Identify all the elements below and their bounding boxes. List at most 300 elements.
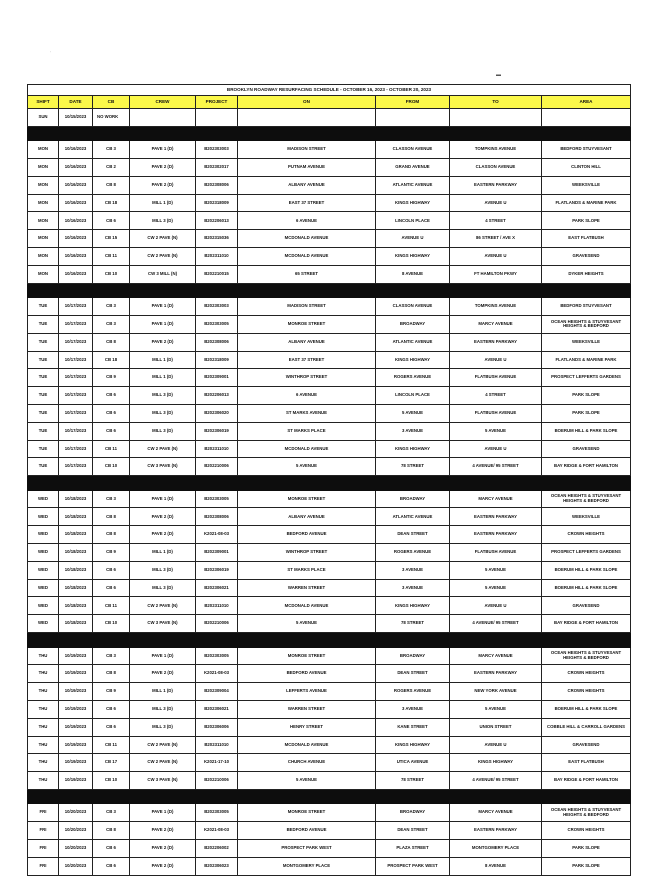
day-separator: [28, 476, 631, 491]
cell-from: KINGS HIGHWAY: [376, 248, 450, 266]
cell-on: MONTGOMERY PLACE: [238, 857, 376, 875]
cell-date: 10/19/2023: [59, 700, 93, 718]
cell-project: B202309001: [196, 369, 238, 387]
cell-area: BAY RIDGE & FORT HAMILTON: [542, 772, 631, 790]
cell-shift: MON: [28, 194, 59, 212]
cell-date: 10/19/2023: [59, 718, 93, 736]
cell-cb: CB 8: [93, 665, 130, 683]
col-header-date: DATE: [59, 96, 93, 109]
cell-project: B202306020: [196, 404, 238, 422]
cell-area: OCEAN HEIGHTS & STUYVESANT HEIGHTS & BEDFORD: [542, 647, 631, 665]
cell-from: PROSPECT PARK WEST: [376, 857, 450, 875]
cell-cb: CB 3: [93, 298, 130, 316]
cell-area: CROWN HEIGHTS: [542, 683, 631, 701]
cell-date: 10/16/2023: [59, 230, 93, 248]
cell-from: ATLANTIC AVENUE: [376, 333, 450, 351]
cell-to: 5 AVENUE: [450, 700, 542, 718]
cell-area: PROSPECT LEFFERTS GARDENS: [542, 369, 631, 387]
cell-on: ALBANY AVENUE: [238, 333, 376, 351]
cell-project: B202206013: [196, 212, 238, 230]
cell-project: B202318009: [196, 194, 238, 212]
cell-crew: CW 2 PAVE (N): [130, 597, 196, 615]
cell-shift: TUE: [28, 458, 59, 476]
cell-from: DEAN STREET: [376, 526, 450, 544]
cell-to: FLATBUSH AVENUE: [450, 404, 542, 422]
cell-to: EASTERN PARKWAY: [450, 508, 542, 526]
cell-crew: CW 2 PAVE (N): [130, 248, 196, 266]
cell-from: KINGS HIGHWAY: [376, 351, 450, 369]
cell-on: CHURCH AVENUE: [238, 754, 376, 772]
cell-cb: CB 3: [93, 141, 130, 159]
table-row: [28, 212, 631, 230]
cell-date: 10/16/2023: [59, 212, 93, 230]
cell-project: B202303005: [196, 647, 238, 665]
cell-cb: CB 8: [93, 508, 130, 526]
cell-on: 5 AVENUE: [238, 615, 376, 633]
cell-date: 10/19/2023: [59, 736, 93, 754]
cell-from: BROADWAY: [376, 647, 450, 665]
cell-to: 4 AVENUE/ 95 STREET: [450, 458, 542, 476]
cell-shift: MON: [28, 212, 59, 230]
cell-to: 4 AVENUE/ 95 STREET: [450, 772, 542, 790]
cell-shift: THU: [28, 754, 59, 772]
cell-date: 10/19/2023: [59, 772, 93, 790]
table-row-sunday: [28, 109, 631, 127]
cell-cb: CB 18: [93, 194, 130, 212]
cell-date: 10/19/2023: [59, 683, 93, 701]
cell-on: WINTHROP STREET: [238, 369, 376, 387]
cell-from: 3 AVENUE: [376, 579, 450, 597]
cell-area: BOERUM HILL & PARK SLOPE: [542, 561, 631, 579]
cell-area: CROWN HEIGHTS: [542, 526, 631, 544]
cell-to: AVENUE U: [450, 736, 542, 754]
cell-date: 10/18/2023: [59, 508, 93, 526]
cell-project: B202306021: [196, 579, 238, 597]
cell-area: PARK SLOPE: [542, 212, 631, 230]
cell-area: OCEAN HEIGHTS & STUYVESANT HEIGHTS & BEDFORD: [542, 490, 631, 508]
cell-project: K2021-08-03: [196, 665, 238, 683]
cell-project: B202309004: [196, 683, 238, 701]
cell-on: EAST 37 STREET: [238, 194, 376, 212]
cell-date: 10/17/2023: [59, 351, 93, 369]
table-row: [28, 265, 631, 283]
cell-from: CLASSON AVENUE: [376, 298, 450, 316]
table-row: [28, 351, 631, 369]
table-row: [28, 369, 631, 387]
cell-on: BEDFORD AVENUE: [238, 526, 376, 544]
cell-shift: WED: [28, 597, 59, 615]
cell-crew: PAVE 1 (D): [130, 647, 196, 665]
cell-date: 10/19/2023: [59, 754, 93, 772]
cell-on: 6 AVENUE: [238, 387, 376, 405]
cell-to: TOMPKINS AVENUE: [450, 141, 542, 159]
cell-project: B202306021: [196, 700, 238, 718]
cell-to: NEW YORK AVENUE: [450, 683, 542, 701]
cell-date: 10/17/2023: [59, 422, 93, 440]
cell-to: MONTGOMERY PLACE: [450, 839, 542, 857]
cell-from: 3 AVENUE: [376, 561, 450, 579]
cell-area: PARK SLOPE: [542, 387, 631, 405]
cell-cb: CB 8: [93, 822, 130, 840]
cell-cb: CB 6: [93, 212, 130, 230]
table-row: [28, 440, 631, 458]
cell-project: B202303003: [196, 298, 238, 316]
table-row: [28, 544, 631, 562]
cell-shift: TUE: [28, 387, 59, 405]
cell-shift: WED: [28, 561, 59, 579]
cell-on: WARREN STREET: [238, 579, 376, 597]
cell-to: 4 STREET: [450, 387, 542, 405]
cell-to: EASTERN PARKWAY: [450, 665, 542, 683]
cell-area: PARK SLOPE: [542, 404, 631, 422]
cell-date: 10/20/2023: [59, 804, 93, 822]
cell-to: CLASSON AVENUE: [450, 159, 542, 177]
cell-from: DEAN STREET: [376, 822, 450, 840]
cell-area: DYKER HEIGHTS: [542, 265, 631, 283]
cell-from: BROADWAY: [376, 490, 450, 508]
cell-to: 4 AVENUE/ 95 STREET: [450, 615, 542, 633]
cell-to: MARCY AVENUE: [450, 315, 542, 333]
schedule-table: [27, 84, 631, 876]
cell-on: MONROE STREET: [238, 490, 376, 508]
cell-cb: CB 15: [93, 230, 130, 248]
cell-cb: CB 9: [93, 369, 130, 387]
cell-to: 4 STREET: [450, 212, 542, 230]
separator-bar: [28, 476, 631, 491]
cell-shift: THU: [28, 718, 59, 736]
table-row: [28, 141, 631, 159]
cell-from: ROGERS AVENUE: [376, 369, 450, 387]
cell-shift: FRI: [28, 839, 59, 857]
cell-crew: PAVE 2 (D): [130, 508, 196, 526]
cell-from: KINGS HIGHWAY: [376, 736, 450, 754]
cell-shift: FRI: [28, 822, 59, 840]
table-row: [28, 248, 631, 266]
cell-from: CLASSON AVENUE: [376, 141, 450, 159]
cell-crew: MILL 3 (D): [130, 579, 196, 597]
cell-shift: THU: [28, 736, 59, 754]
cell-to: AVENUE U: [450, 248, 542, 266]
table-row: [28, 194, 631, 212]
table-row: [28, 422, 631, 440]
cell-cb: CB 3: [93, 490, 130, 508]
table-row: [28, 822, 631, 840]
cell-on: 6 AVENUE: [238, 212, 376, 230]
day-separator: [28, 633, 631, 648]
cell-from: LINCOLN PLACE: [376, 387, 450, 405]
cell-shift: SUN: [28, 109, 59, 127]
cell-project: B202306006: [196, 718, 238, 736]
cell-date: 10/17/2023: [59, 440, 93, 458]
cell-to: MARCY AVENUE: [450, 490, 542, 508]
cell-date: 10/17/2023: [59, 333, 93, 351]
cell-shift: WED: [28, 526, 59, 544]
cell-crew: MILL 3 (D): [130, 561, 196, 579]
cell-cb: CB 6: [93, 404, 130, 422]
cell-area: GRAVESEND: [542, 248, 631, 266]
cell-project: B202311010: [196, 597, 238, 615]
cell-cb: CB 11: [93, 597, 130, 615]
col-header-to: TO: [450, 96, 542, 109]
cell-cb: CB 10: [93, 265, 130, 283]
cell-from: KANE STREET: [376, 718, 450, 736]
cell-area: GRAVESEND: [542, 440, 631, 458]
cell-to: MARCY AVENUE: [450, 647, 542, 665]
cell-to: FLATBUSH AVENUE: [450, 544, 542, 562]
day-separator: [28, 789, 631, 804]
cell-shift: THU: [28, 665, 59, 683]
cell-crew: MILL 3 (D): [130, 700, 196, 718]
cell-from: 3 AVENUE: [376, 700, 450, 718]
cell-from: 78 STREET: [376, 615, 450, 633]
cell-on: HENRY STREET: [238, 718, 376, 736]
cell-on: MONROE STREET: [238, 315, 376, 333]
cell-shift: MON: [28, 248, 59, 266]
cell-area: CROWN HEIGHTS: [542, 822, 631, 840]
cell-date: 10/18/2023: [59, 579, 93, 597]
cell-date: 10/20/2023: [59, 822, 93, 840]
table-row: [28, 597, 631, 615]
cell-project: B202311010: [196, 440, 238, 458]
cell-on: ST MARKS PLACE: [238, 561, 376, 579]
cell-project: K2021-08-03: [196, 822, 238, 840]
cell-crew: MILL 1 (D): [130, 544, 196, 562]
cell-date: 10/15/2023: [59, 109, 93, 127]
table-row: [28, 315, 631, 333]
table-row: [28, 718, 631, 736]
cell-crew: MILL 3 (D): [130, 212, 196, 230]
cell-area: PARK SLOPE: [542, 857, 631, 875]
table-row: [28, 647, 631, 665]
table-row: [28, 772, 631, 790]
cell-on: ST MARKS AVENUE: [238, 404, 376, 422]
cell-crew: PAVE 1 (D): [130, 490, 196, 508]
separator-bar: [28, 633, 631, 648]
cell-date: 10/20/2023: [59, 857, 93, 875]
table-row: [28, 754, 631, 772]
cell-cb: CB 11: [93, 736, 130, 754]
cell-project: B202210015: [196, 265, 238, 283]
cell-project: B202302017: [196, 159, 238, 177]
cell-crew: CW 2 PAVE (N): [130, 736, 196, 754]
cell-cb: CB 8: [93, 176, 130, 194]
cell-cb: CB 2: [93, 159, 130, 177]
cell-on: EAST 37 STREET: [238, 351, 376, 369]
cell-to: 5 AVENUE: [450, 561, 542, 579]
cell-project: B202309001: [196, 544, 238, 562]
cell-from: BROADWAY: [376, 804, 450, 822]
cell-shift: THU: [28, 683, 59, 701]
table-row: [28, 839, 631, 857]
cell-from: 5 AVENUE: [376, 404, 450, 422]
cell-shift: FRI: [28, 857, 59, 875]
cell-from: ATLANTIC AVENUE: [376, 508, 450, 526]
cell-to: EASTERN PARKWAY: [450, 526, 542, 544]
cell-on: MCDONALD AVENUE: [238, 248, 376, 266]
scan-speck: ˙: [50, 52, 52, 58]
cell-crew: CW 2 PAVE (N): [130, 230, 196, 248]
cell-crew: MILL 1 (D): [130, 369, 196, 387]
cell-shift: THU: [28, 647, 59, 665]
cell-project: B202311010: [196, 736, 238, 754]
cell-project: B202306019: [196, 561, 238, 579]
table-row: [28, 159, 631, 177]
cell-area: BOERUM HILL & PARK SLOPE: [542, 579, 631, 597]
cell-crew: MILL 3 (D): [130, 422, 196, 440]
cell-shift: TUE: [28, 369, 59, 387]
cell-project: B202306023: [196, 857, 238, 875]
cell-project: B202311010: [196, 248, 238, 266]
cell-date: 10/20/2023: [59, 839, 93, 857]
cell-shift: MON: [28, 141, 59, 159]
cell-area: WEEKSVILLE: [542, 176, 631, 194]
cell-to: EASTERN PARKWAY: [450, 176, 542, 194]
cell-on: ALBANY AVENUE: [238, 508, 376, 526]
cell-on: ALBANY AVENUE: [238, 176, 376, 194]
cell-to: MARCY AVENUE: [450, 804, 542, 822]
scan-tick: ▬: [496, 72, 501, 78]
cell-project: B202303003: [196, 141, 238, 159]
cell-date: 10/17/2023: [59, 458, 93, 476]
cell-date: 10/18/2023: [59, 615, 93, 633]
cell-crew: PAVE 2 (D): [130, 176, 196, 194]
cell-project: B202315036: [196, 230, 238, 248]
col-header-cb: CB: [93, 96, 130, 109]
cell-shift: MON: [28, 265, 59, 283]
table-row: [28, 176, 631, 194]
cell-date: 10/16/2023: [59, 159, 93, 177]
cell-cb: CB 6: [93, 387, 130, 405]
col-header-shift: SHIFT: [28, 96, 59, 109]
day-separator: [28, 126, 631, 141]
cell-on: 65 STREET: [238, 265, 376, 283]
cell-date: 10/17/2023: [59, 369, 93, 387]
cell-from: ROGERS AVENUE: [376, 544, 450, 562]
cell-shift: THU: [28, 772, 59, 790]
cell-shift: WED: [28, 615, 59, 633]
cell-shift: WED: [28, 544, 59, 562]
cell-shift: TUE: [28, 298, 59, 316]
table-row: [28, 404, 631, 422]
table-row: [28, 298, 631, 316]
cell-on: MCDONALD AVENUE: [238, 597, 376, 615]
cell-cb: CB 6: [93, 718, 130, 736]
cell-area: OCEAN HEIGHTS & STUYVESANT HEIGHTS & BEDFORD: [542, 804, 631, 822]
cell-on: 5 AVENUE: [238, 458, 376, 476]
cell-to: EASTERN PARKWAY: [450, 333, 542, 351]
cell-date: 10/16/2023: [59, 176, 93, 194]
col-header-on: ON: [238, 96, 376, 109]
cell-shift: TUE: [28, 351, 59, 369]
header-row: [28, 96, 631, 109]
cell-on: PUTNAM AVENUE: [238, 159, 376, 177]
cell-date: 10/16/2023: [59, 248, 93, 266]
cell-shift: TUE: [28, 333, 59, 351]
cell-crew: CW 3 PAVE (N): [130, 615, 196, 633]
cell-on: BEDFORD AVENUE: [238, 822, 376, 840]
cell-cb: CB 6: [93, 422, 130, 440]
cell-on: PROSPECT PARK WEST: [238, 839, 376, 857]
table-row: [28, 683, 631, 701]
table-row: [28, 458, 631, 476]
cell-cb: CB 6: [93, 700, 130, 718]
table-row: [28, 490, 631, 508]
cell-crew: MILL 1 (D): [130, 351, 196, 369]
cell-crew: CW 3 PAVE (N): [130, 772, 196, 790]
cell-project: B202206013: [196, 387, 238, 405]
cell-on: LEFFERTS AVENUE: [238, 683, 376, 701]
cell-area: BEDFORD STUYVESANT: [542, 141, 631, 159]
col-header-crew: CREW: [130, 96, 196, 109]
cell-from: KINGS HIGHWAY: [376, 440, 450, 458]
cell-on: WINTHROP STREET: [238, 544, 376, 562]
cell-cb: CB 3: [93, 647, 130, 665]
separator-bar: [28, 789, 631, 804]
cell-on: MONROE STREET: [238, 647, 376, 665]
cell-to: 5 AVENUE: [450, 422, 542, 440]
cell-project: B202210006: [196, 772, 238, 790]
cell-shift: TUE: [28, 404, 59, 422]
cell-crew: MILL 3 (D): [130, 718, 196, 736]
cell-on: MCDONALD AVENUE: [238, 736, 376, 754]
cell-from: ATLANTIC AVENUE: [376, 176, 450, 194]
cell-date: 10/17/2023: [59, 387, 93, 405]
cell-cb: CB 6: [93, 561, 130, 579]
cell-area: BAY RIDGE & FORT HAMILTON: [542, 615, 631, 633]
cell-area: EAST FLATBUSH: [542, 754, 631, 772]
separator-bar: [28, 126, 631, 141]
separator-bar: [28, 283, 631, 298]
cell-date: 10/16/2023: [59, 194, 93, 212]
cell-crew: CW 2 PAVE (N): [130, 440, 196, 458]
cell-shift: MON: [28, 159, 59, 177]
cell-shift: TUE: [28, 315, 59, 333]
schedule-sheet: [27, 84, 630, 876]
cell-cb: CB 10: [93, 615, 130, 633]
cell-project: K2021-17-10: [196, 754, 238, 772]
cell-from: KINGS HIGHWAY: [376, 194, 450, 212]
cell-to: AVENUE U: [450, 194, 542, 212]
cell-shift: MON: [28, 230, 59, 248]
cell-to: 5 AVENUE: [450, 579, 542, 597]
cell-date: 10/18/2023: [59, 544, 93, 562]
cell-from: DEAN STREET: [376, 665, 450, 683]
cell-from: LINCOLN PLACE: [376, 212, 450, 230]
cell-crew: MILL 3 (D): [130, 387, 196, 405]
cell-area: GRAVESEND: [542, 736, 631, 754]
cell-from: ROGERS AVENUE: [376, 683, 450, 701]
cell-on: WARREN STREET: [238, 700, 376, 718]
cell-date: 10/18/2023: [59, 561, 93, 579]
cell-date: 10/17/2023: [59, 404, 93, 422]
cell-project: B202308006: [196, 176, 238, 194]
cell-project: B202210006: [196, 458, 238, 476]
cell-from: 78 STREET: [376, 772, 450, 790]
cell-area: WEEKSVILLE: [542, 508, 631, 526]
cell-shift: WED: [28, 508, 59, 526]
cell-crew: MILL 1 (D): [130, 194, 196, 212]
cell-from: 8 AVENUE: [376, 265, 450, 283]
cell-on: 5 AVENUE: [238, 772, 376, 790]
cell-cb: CB 9: [93, 544, 130, 562]
table-row: [28, 736, 631, 754]
cell-area: CROWN HEIGHTS: [542, 665, 631, 683]
cell-area: WEEKSVILLE: [542, 333, 631, 351]
cell-project: B202303005: [196, 315, 238, 333]
table-row: [28, 230, 631, 248]
cell-cb: CB 8: [93, 333, 130, 351]
cell-project: B202210006: [196, 615, 238, 633]
